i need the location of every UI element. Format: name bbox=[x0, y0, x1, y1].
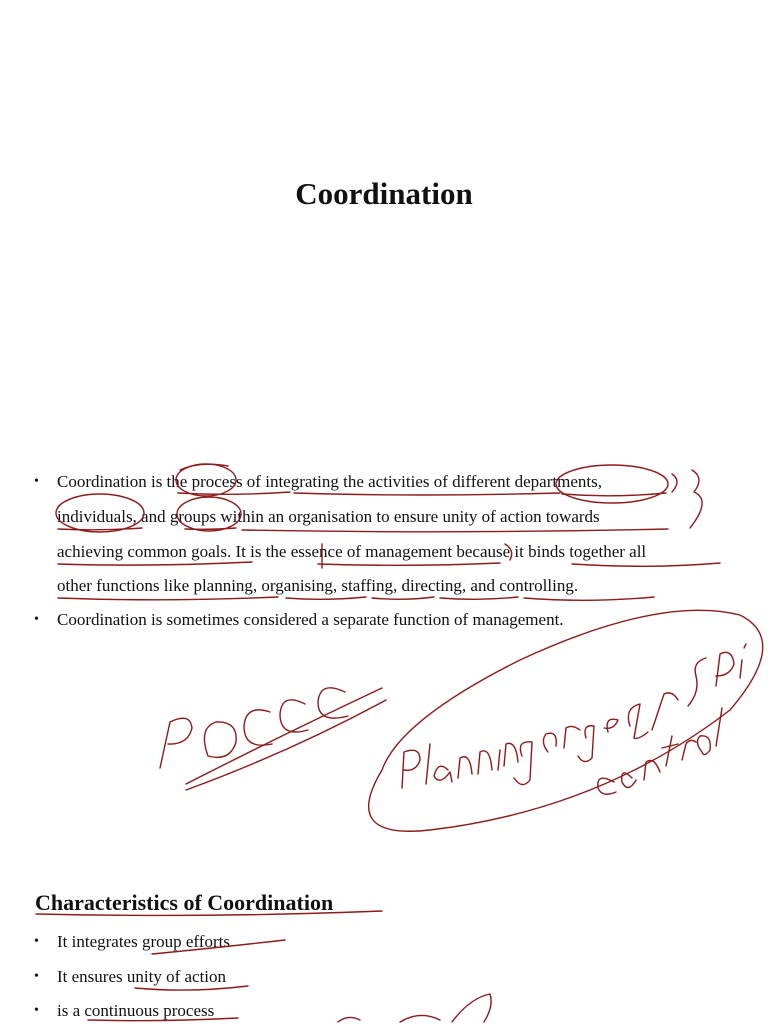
paragraph-line: other functions like planning, organising, staffing, directing, and controlling. bbox=[57, 576, 579, 595]
bullet-marker: • bbox=[34, 969, 39, 984]
ink-note-planning bbox=[402, 644, 746, 788]
bullet-marker: • bbox=[34, 474, 39, 489]
paragraph-line: achieving common goals. It is the essence of management because it binds together all bbox=[57, 542, 647, 561]
paragraph-line: Coordination is the process of integrating the activities of different departments, bbox=[57, 472, 602, 491]
list-item: It integrates group efforts bbox=[57, 932, 230, 951]
ink-poccc-scribble bbox=[160, 688, 386, 790]
section-heading: Characteristics of Coordination bbox=[35, 890, 334, 915]
ink-bottom-scribble bbox=[338, 994, 491, 1022]
list-item: It ensures unity of action bbox=[57, 967, 227, 986]
paragraph-line: individuals, and groups within an organisation to ensure unity of action towards bbox=[57, 507, 600, 526]
bullet-marker: • bbox=[34, 1003, 39, 1018]
bullet-marker: • bbox=[34, 612, 39, 627]
ink-note-oval bbox=[369, 610, 763, 831]
list-item: Coordination is sometimes considered a separate function of management. bbox=[57, 610, 564, 629]
page-title: Coordination bbox=[295, 176, 473, 211]
bullet-marker: • bbox=[34, 934, 39, 949]
list-item: is a continuous process bbox=[57, 1001, 215, 1020]
ink-note-control bbox=[598, 708, 722, 794]
